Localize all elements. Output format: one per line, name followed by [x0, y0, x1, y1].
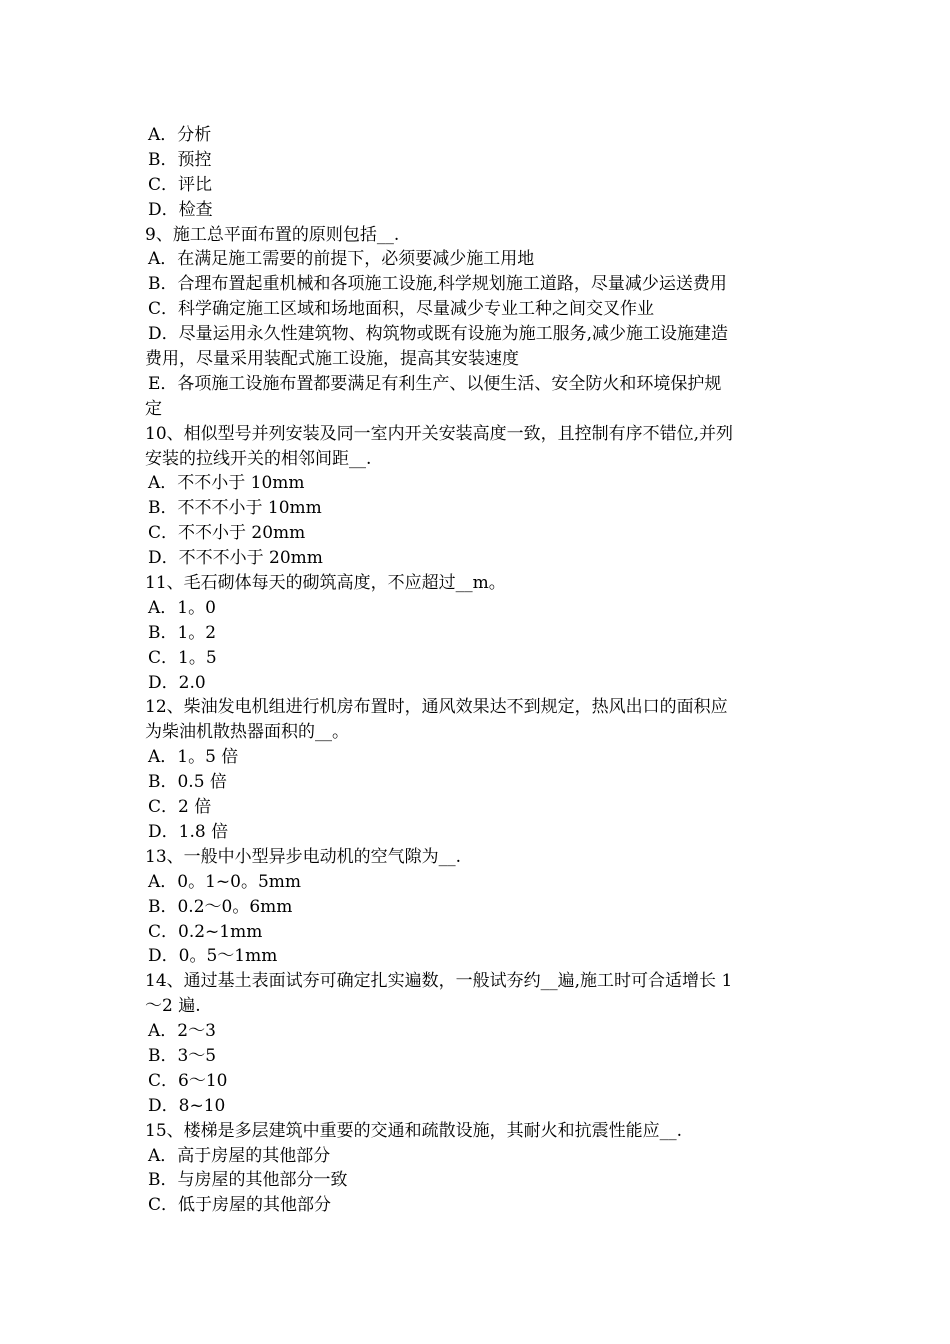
answer-option: D．1.8 倍	[148, 821, 229, 842]
answer-option: A．1。5 倍	[148, 747, 239, 768]
answer-option: C．0.2~1mm	[148, 921, 263, 942]
answer-option: C．低于房屋的其他部分	[148, 1195, 332, 1216]
answer-option: B．合理布置起重机械和各项施工设施,科学规划施工道路，尽量减少运送费用	[148, 274, 727, 295]
answer-option: C．评比	[148, 174, 213, 195]
answer-option: C．科学确定施工区域和场地面积，尽量减少专业工种之间交叉作业	[148, 299, 655, 320]
answer-option: C．1。5	[148, 647, 217, 668]
document-body	[145, 123, 810, 1218]
answer-option: B．与房屋的其他部分一致	[148, 1170, 348, 1191]
question-text: 10、相似型号并列安装及同一室内开关安装高度一致，且控制有序不错位,并列	[145, 423, 734, 444]
question-text: 13、一般中小型异步电动机的空气隙为__.	[145, 846, 462, 867]
question-text: 14、通过基土表面试夯可确定扎实遍数，一般试夯约__遍,施工时可合适增长 1	[145, 971, 733, 992]
answer-option: D．检查	[148, 199, 213, 220]
answer-option: C．不不小于 20mm	[148, 523, 306, 544]
answer-option: A．分析	[148, 125, 212, 145]
answer-option: B．0.5 倍	[148, 772, 227, 793]
question-text: 11、毛石砌体每天的砌筑高度，不应超过__m。	[145, 573, 506, 594]
answer-option: C．2 倍	[148, 797, 212, 818]
answer-option: A．1。0	[148, 597, 216, 618]
answer-option: D．尽量运用永久性建筑物、构筑物或既有设施为施工服务,减少施工设施建造	[148, 324, 729, 345]
answer-option: D．0。5～1mm	[148, 946, 278, 967]
answer-option: B．不不不小于 10mm	[148, 498, 322, 519]
answer-option: B．1。2	[148, 622, 217, 643]
answer-option: A．2～3	[148, 1021, 216, 1042]
question-text: 9、施工总平面布置的原则包括__.	[145, 224, 400, 245]
answer-option: D．2.0	[148, 672, 206, 693]
question-text: ～2 遍.	[145, 996, 201, 1017]
question-text: 12、柴油发电机组进行机房布置时，通风效果达不到规定，热风出口的面积应	[145, 697, 728, 718]
answer-option: A．高于房屋的其他部分	[148, 1145, 331, 1166]
answer-option: A．0。1~0。5mm	[148, 871, 302, 892]
answer-option: A．不不小于 10mm	[148, 473, 305, 494]
answer-option: B．0.2～0。6mm	[148, 896, 293, 917]
answer-option: D．8~10	[148, 1095, 226, 1116]
answer-option: A．在满足施工需要的前提下，必须要减少施工用地	[148, 249, 535, 270]
answer-option: E．各项施工设施布置都要满足有利生产、以便生活、安全防火和环境保护规	[148, 373, 722, 394]
answer-option: C．6～10	[148, 1070, 228, 1091]
answer-option: B．3～5	[148, 1045, 217, 1066]
answer-option: D．不不不小于 20mm	[148, 548, 323, 569]
question-text: 安装的拉线开关的相邻间距__.	[145, 448, 372, 469]
answer-option: B．预控	[148, 149, 212, 170]
question-text: 为柴油机散热器面积的__。	[145, 722, 349, 743]
question-text: 费用，尽量采用装配式施工设施，提高其安装速度	[145, 349, 519, 370]
question-text: 定	[145, 398, 162, 419]
question-text: 15、楼梯是多层建筑中重要的交通和疏散设施，其耐火和抗震性能应__.	[145, 1120, 683, 1141]
